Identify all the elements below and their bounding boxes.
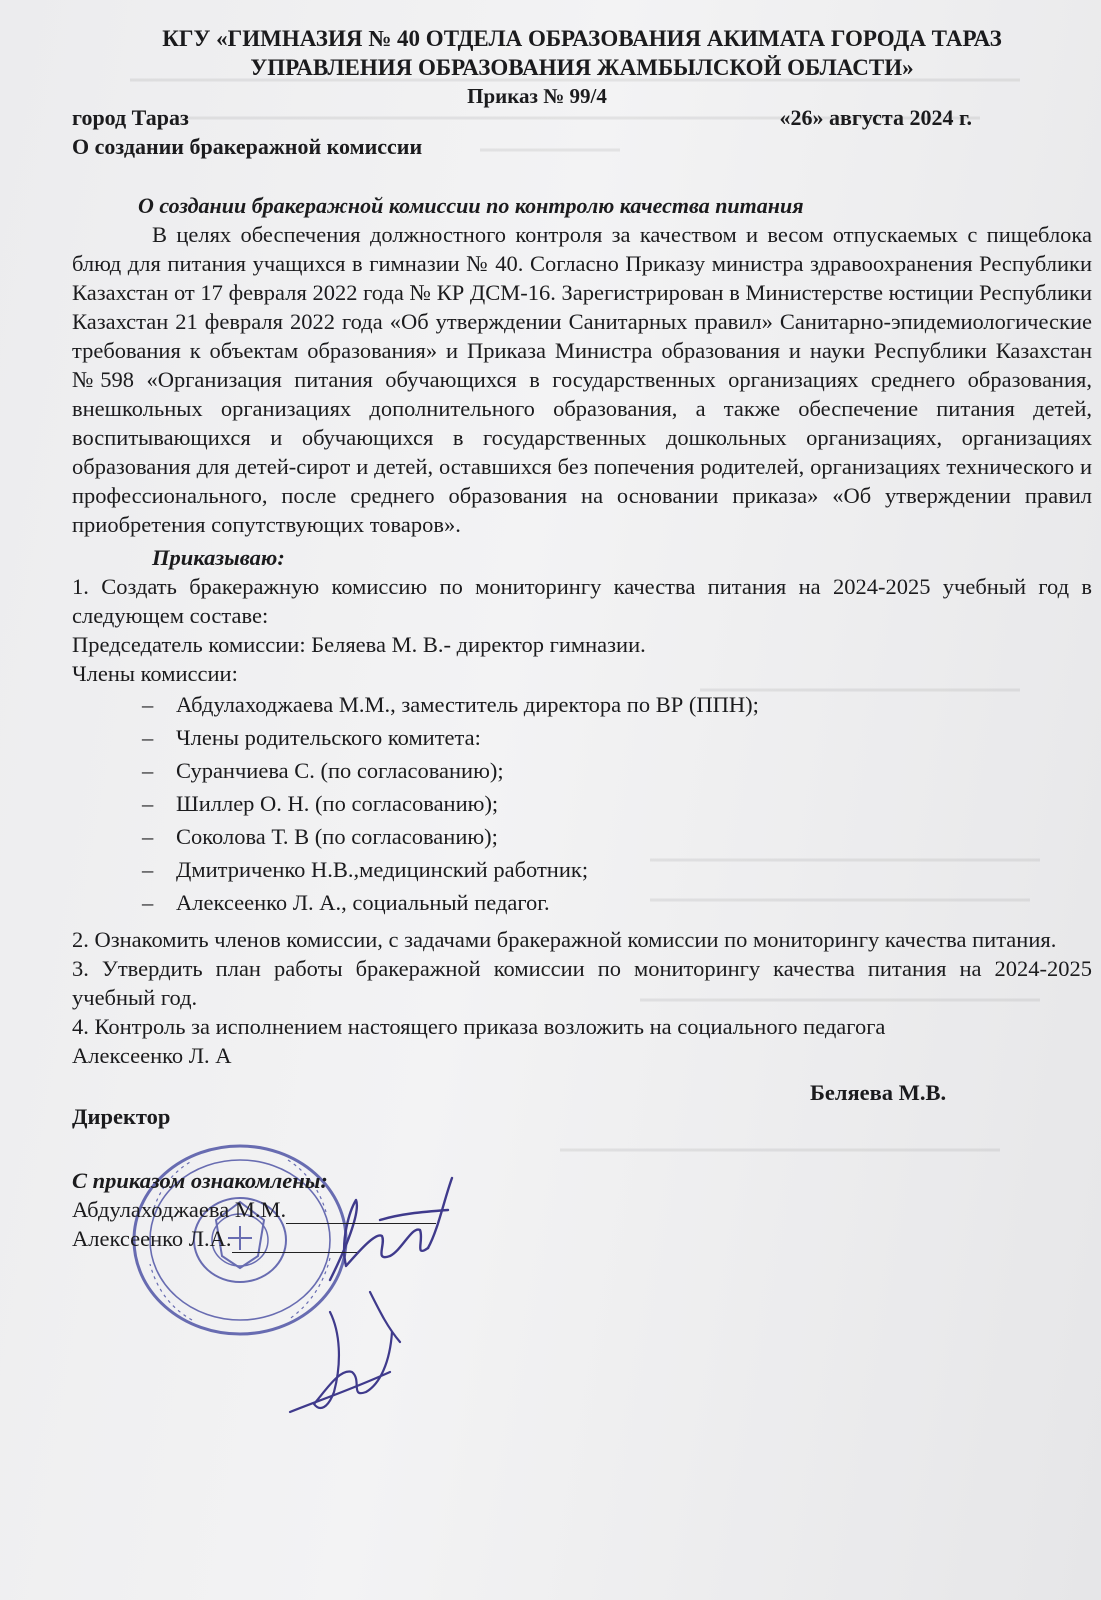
order-word: Приказываю: (152, 545, 285, 570)
acknowledgement-row (72, 1224, 1092, 1253)
document-title: О создании бракеражной комиссии по контролю качества питания (138, 193, 804, 218)
org-line-2: УПРАВЛЕНИЯ ОБРАЗОВАНИЯ ЖАМБЫЛСКОЙ ОБЛАСТИ» (250, 55, 914, 80)
member-entry: Дмитриченко Н.В.,медицинский работник; (176, 857, 589, 882)
director-name: Беляева М.В. (810, 1080, 947, 1105)
order-date: «26» августа 2024 г. (779, 105, 972, 130)
members-list (142, 688, 1092, 919)
acknowledgement-name: Абдулаходжаева М.М. (72, 1197, 287, 1222)
order-item-4: 4. Контроль за исполнением настоящего приказа возложить на социального педагога (72, 1014, 886, 1039)
list-item (142, 688, 1092, 721)
member-entry: Алексеенко Л. А., социальный педагог. (176, 890, 550, 915)
signature-line (232, 1230, 357, 1253)
list-item (142, 853, 1092, 886)
member-entry: Соколова Т. В (по согласованию); (176, 824, 498, 849)
list-dash: – (142, 725, 154, 750)
order-item-2: 2. Ознакомить членов комиссии, с задачами бракеражной комиссии по мониторингу качества питания. (72, 927, 1057, 952)
city: город Тараз (72, 105, 189, 130)
acknowledgement-signature (270, 1272, 440, 1422)
order-subject: О создании бракеражной комиссии (72, 134, 423, 159)
acknowledgement-title: С приказом ознакомлены: (72, 1168, 328, 1193)
document-body (72, 24, 1092, 1253)
list-dash: – (142, 758, 154, 783)
acknowledgement-row (72, 1195, 1092, 1224)
list-item (142, 721, 1092, 754)
signature-block (72, 1078, 1092, 1138)
signature-line (286, 1201, 436, 1224)
director-role: Директор (72, 1104, 171, 1129)
list-item (142, 886, 1092, 919)
order-number: Приказ № 99/4 (467, 84, 607, 108)
chairman-line: Председатель комиссии: Беляева М. В.- директор гимназии. (72, 632, 646, 657)
preamble-paragraph: В целях обеспечения должностного контроля за качеством и весом отпускаемых с пищеблока блюд для питания учащихся в гимназии № 40. Согласно Приказу министра здравоохранения Республики Казахстан от 17 февраля 2022 года № КР ДСМ-16. Зарегистрирован в Министерстве юстиции Республики Казахстан 21 февраля 2022 года «Об утверждении Санитарных правил» Санитарно-эпидемиологические требования к объектам образования» и Приказа Министра образования и науки Республики Казахстан №598 «Организация питания обучающихся в государственных организациях среднего образования, внешкольных организациях дополнительного образования, а также обеспечение питания детей, воспитывающихся и обучающихся в государственных дошкольных организациях, организациях образования для детей-сирот и детей, оставшихся без попечения родителей, организациях технического и профессионального, после среднего образования на основании приказа» «Об утверждении правил приобретения сопутствующих товаров». (72, 222, 1092, 537)
member-entry: Абдулаходжаева М.М., заместитель директора по ВР (ППН); (176, 692, 759, 717)
member-entry: Члены родительского комитета: (176, 725, 481, 750)
list-dash: – (142, 824, 154, 849)
list-dash: – (142, 857, 154, 882)
list-item (142, 820, 1092, 853)
organization-header (82, 24, 1082, 82)
member-entry: Шиллер О. Н. (по согласованию); (176, 791, 499, 816)
list-item (142, 787, 1092, 820)
order-item-4-continued: Алексеенко Л. А (72, 1043, 232, 1068)
list-dash: – (142, 692, 154, 717)
list-dash: – (142, 890, 154, 915)
list-item (142, 754, 1092, 787)
order-item-3: 3. Утвердить план работы бракеражной комиссии по мониторингу качества питания на 2024-2025 учебный год. (72, 956, 1092, 1010)
org-line-1: КГУ «ГИМНАЗИЯ № 40 ОТДЕЛА ОБРАЗОВАНИЯ АКИМАТА ГОРОДА ТАРАЗ (162, 26, 1002, 51)
acknowledgement-name: Алексеенко Л.А. (72, 1226, 232, 1251)
members-label: Члены комиссии: (72, 661, 238, 686)
order-item-1: 1. Создать бракеражную комиссию по мониторингу качества питания на 2024-2025 учебный год в следующем составе: (72, 574, 1092, 628)
member-entry: Суранчиева С. (по согласованию); (176, 758, 504, 783)
list-dash: – (142, 791, 154, 816)
